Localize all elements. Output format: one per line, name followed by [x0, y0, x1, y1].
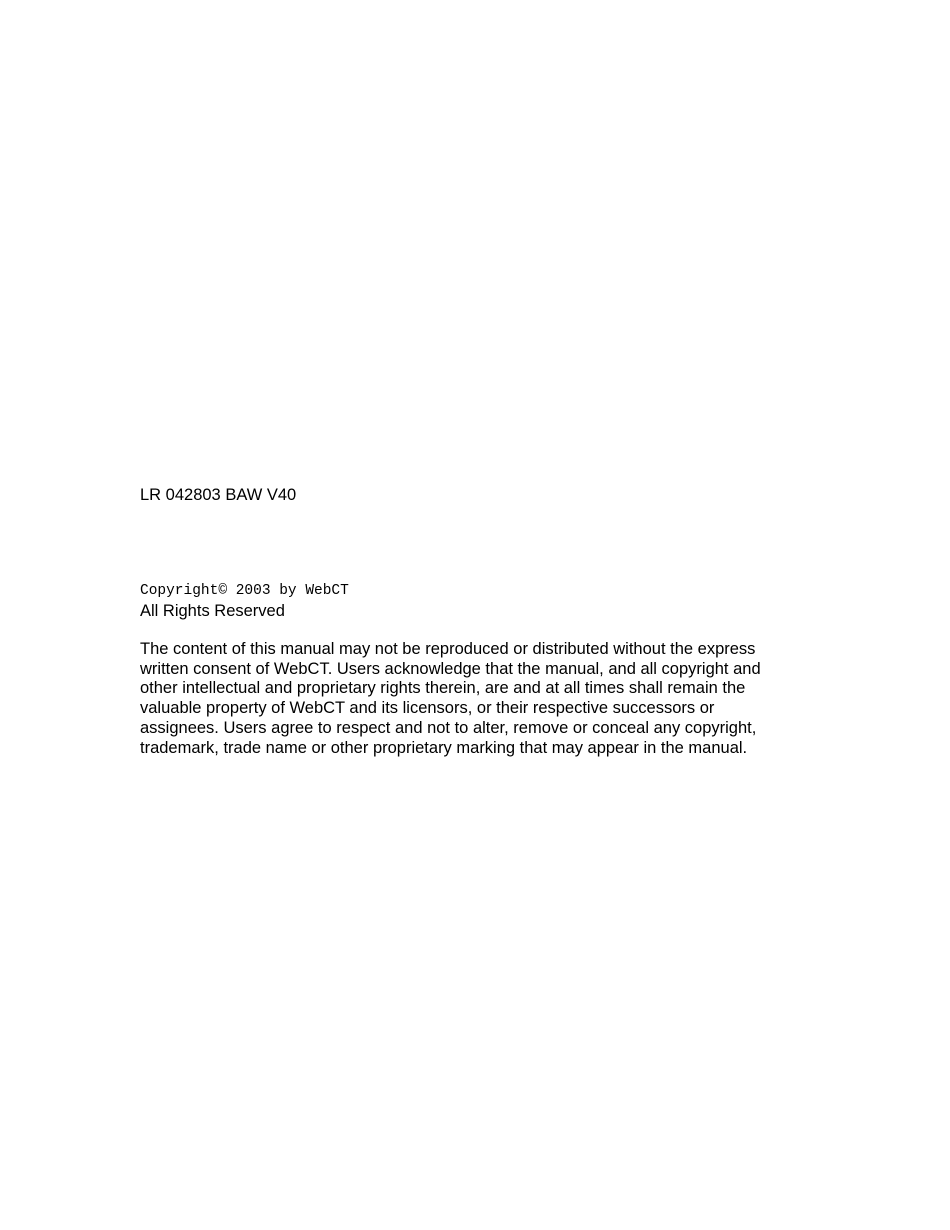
legal-notice-line: trademark, trade name or other proprietary marking that may appear in the manual.: [140, 738, 748, 757]
copyright-notice: Copyright© 2003 by WebCT: [140, 583, 349, 599]
legal-notice-line: The content of this manual may not be reproduced or distributed without the express: [140, 640, 756, 658]
legal-notice-line: other intellectual and proprietary rights therein, are and at all times shall remain the: [140, 679, 746, 698]
rights-reserved: All Rights Reserved: [140, 602, 285, 620]
legal-notice-paragraph: [140, 640, 800, 758]
document-code: LR 042803 BAW V40: [140, 486, 297, 504]
legal-notice-line: assignees. Users agree to respect and not to alter, remove or conceal any copyright,: [140, 718, 757, 737]
legal-notice-line: valuable property of WebCT and its licensors, or their respective successors or: [140, 699, 715, 718]
legal-notice-line: written consent of WebCT. Users acknowledge that the manual, and all copyright and: [140, 659, 761, 678]
